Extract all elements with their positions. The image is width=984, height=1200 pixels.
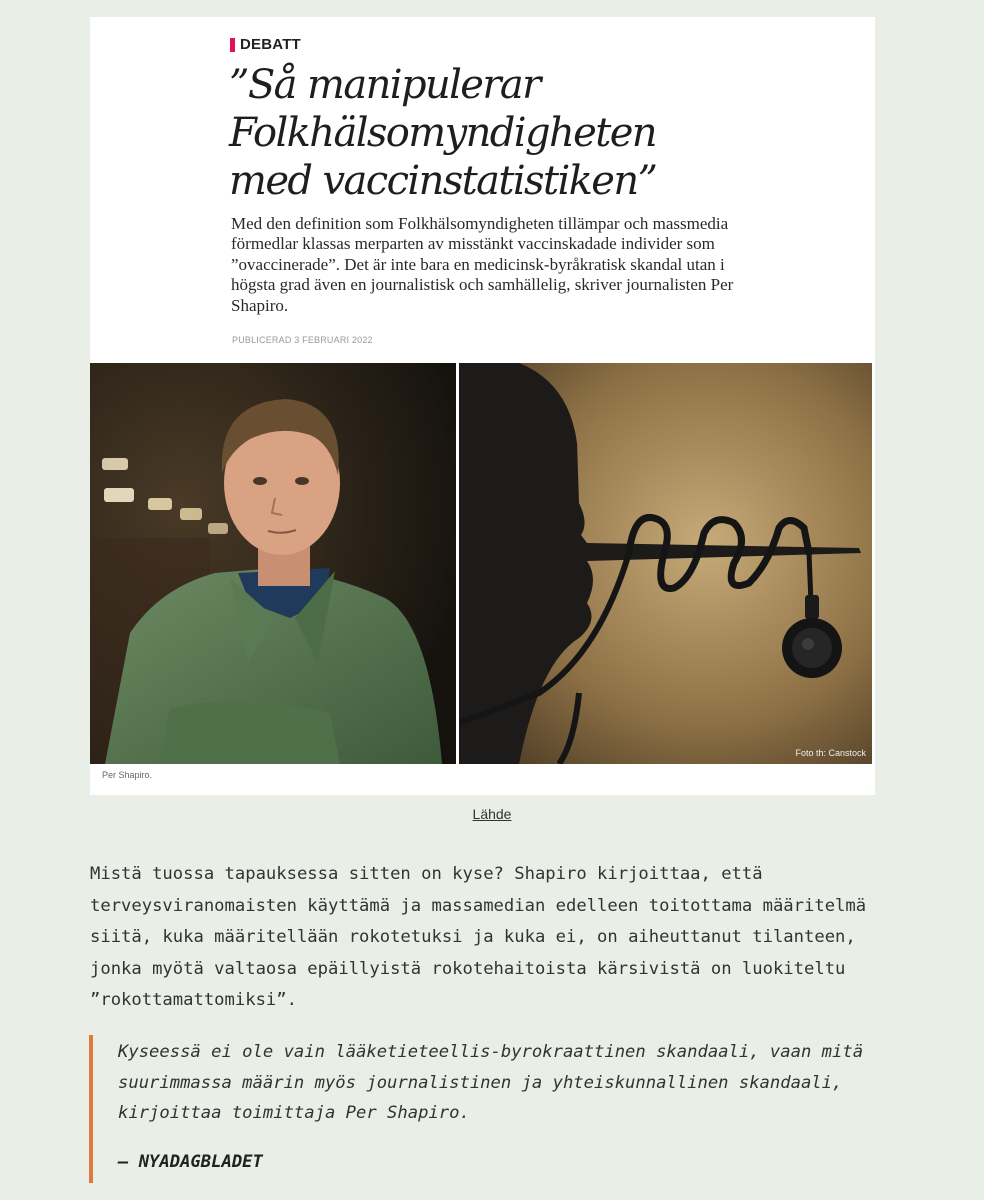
article-screenshot-card [90, 17, 875, 795]
photo-caption: Per Shapiro. [102, 770, 153, 780]
published-date: PUBLICERAD 3 FEBRUARI 2022 [232, 335, 373, 345]
source-link[interactable]: Lähde [472, 806, 512, 822]
portrait-photo [90, 363, 456, 764]
section-accent-bar [230, 38, 235, 52]
quote-source: — NYADAGBLADET [118, 1152, 263, 1172]
article-headline: ”Så manipulerar Folkhälsomyndigheten med vaccinstatistiken” [229, 62, 657, 204]
section-label-text: DEBATT [240, 36, 301, 53]
photo-credit: Foto th: Canstock [795, 748, 866, 758]
section-label [230, 36, 301, 53]
article-lead: Med den definition som Folkhälsomyndigheten tillämpar och massmedia förmedlar klassas merparten av misstänkt vaccinskadade individer som ”ovaccinerade”. Det är inte bara en medicinsk-byråkratisk skandal utan i högsta grad även en journalistisk och samhällelig, skriver journalisten Per Shapiro. [231, 214, 734, 315]
quote-text: Kyseessä ei ole vain lääketieteellis-byrokraattinen skandaali, vaan mitä suurimmassa määrin myös journalistinen ja yhteiskunnallinen skandaali, kirjoittaa toimittaja Per Shapiro. [118, 1042, 864, 1123]
body-paragraph: Mistä tuossa tapauksessa sitten on kyse? Shapiro kirjoittaa, että terveysviranomaisten käyttämä ja massamedian edelleen toitottama määritelmä siitä, kuka määritellään rokotetuksi ja kuka ei, on aiheuttanut tilanteen, jonka myötä valtaosa epäillyistä rokotehaitoista kärsivistä on luokiteltu ”rokottamattomiksi”. [90, 864, 867, 1010]
pinocchio-illustration [459, 363, 872, 764]
blockquote [89, 1035, 889, 1183]
